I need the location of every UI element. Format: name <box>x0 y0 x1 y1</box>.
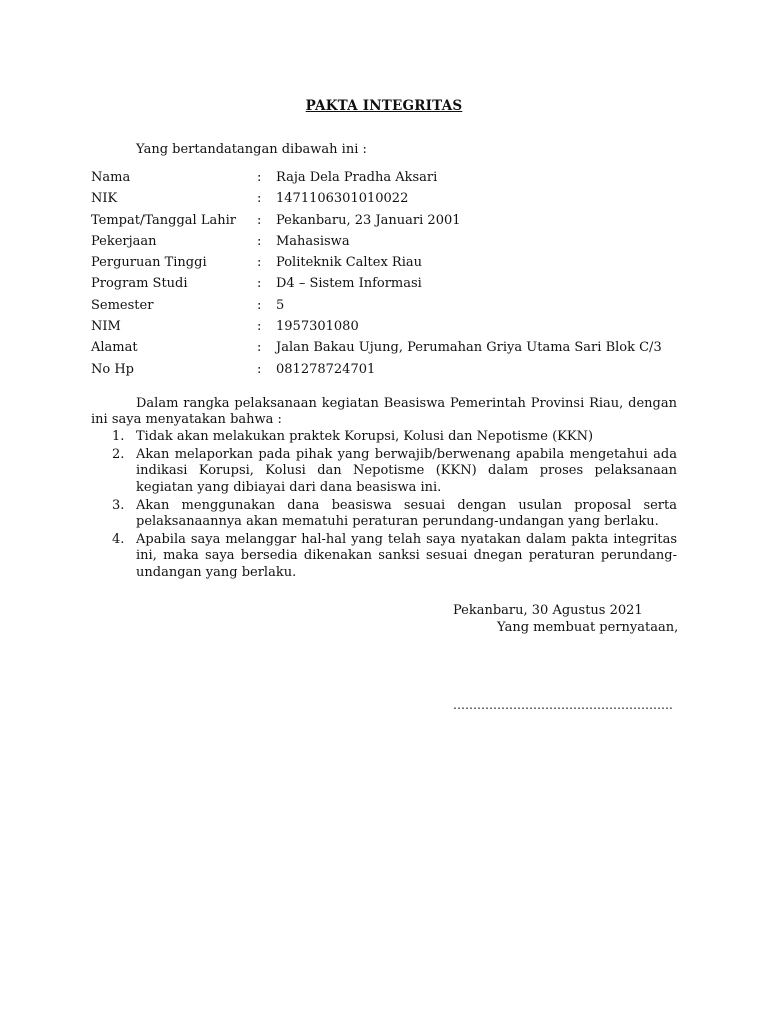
closing-place-date: Pekanbaru, 30 Agustus 2021 <box>453 603 643 618</box>
signature-line: ………………………………………………. <box>453 698 673 712</box>
field-value: 1471106301010022 <box>276 191 409 207</box>
field-label: Nama <box>91 170 131 185</box>
field-label: Alamat <box>91 340 138 356</box>
list-item-text: Akan menggunakan dana beasiswa sesuai dengan usulan proposal serta pelaksanaannya akan mematuhi peraturan perundang-undangan yang berlaku. <box>136 497 677 530</box>
statement-paragraph <box>91 396 677 429</box>
field-colon: : <box>257 297 262 313</box>
field-value: Jalan Bakau Ujung, Perumahan Griya Utama Sari Blok C/3 <box>276 340 662 356</box>
field-row-nik <box>91 188 691 209</box>
field-value: 5 <box>276 297 285 313</box>
field-label: Semester <box>91 297 154 313</box>
field-label: No Hp <box>91 361 134 377</box>
field-label: NIM <box>91 319 121 335</box>
field-row-no-hp <box>91 359 691 380</box>
closing-made-by: Yang membuat pernyataan, <box>497 620 679 635</box>
list-item-number: 1. <box>112 429 125 444</box>
field-colon: : <box>257 233 262 249</box>
list-item-number: 2. <box>112 446 125 462</box>
field-value: Mahasiswa <box>276 233 350 249</box>
statement-text: Dalam rangka pelaksanaan kegiatan Beasiswa Pemerintah Provinsi Riau, dengan ini saya menyatakan bahwa : <box>91 396 677 428</box>
field-label: NIK <box>91 191 118 207</box>
field-value: 1957301080 <box>276 319 359 335</box>
field-colon: : <box>257 255 262 271</box>
list-item <box>108 429 677 445</box>
field-row-nama <box>91 167 691 188</box>
field-row-nim <box>91 316 691 337</box>
field-value: Raja Dela Pradha Aksari <box>276 170 438 185</box>
field-colon: : <box>257 212 262 228</box>
field-colon: : <box>257 340 262 356</box>
field-value: Pekanbaru, 23 Januari 2001 <box>276 212 461 228</box>
field-value: D4 – Sistem Informasi <box>276 276 422 292</box>
field-label: Program Studi <box>91 276 188 292</box>
field-row-perguruan-tinggi <box>91 252 691 273</box>
list-item <box>108 532 677 581</box>
field-value: 081278724701 <box>276 361 376 377</box>
field-colon: : <box>257 170 262 185</box>
field-value: Politeknik Caltex Riau <box>276 255 423 271</box>
field-row-program-studi <box>91 273 691 294</box>
field-colon: : <box>257 319 262 335</box>
field-row-semester <box>91 295 691 316</box>
field-colon: : <box>257 191 262 207</box>
field-row-alamat <box>91 337 691 358</box>
field-colon: : <box>257 361 262 377</box>
document-title: PAKTA INTEGRITAS <box>305 98 463 114</box>
list-item-text: Tidak akan melakukan praktek Korupsi, Kolusi dan Nepotisme (KKN) <box>136 429 594 444</box>
list-item-text: Apabila saya melanggar hal-hal yang telah saya nyatakan dalam pakta integritas ini, maka saya bersedia dikenakan sanksi sesuai dnegan peraturan perundang-undangan yang berlaku. <box>136 531 677 580</box>
field-colon: : <box>257 276 262 292</box>
field-row-tempat-tanggal-lahir <box>91 210 691 231</box>
identity-fields <box>91 167 691 380</box>
field-label: Tempat/Tanggal Lahir <box>91 212 236 228</box>
statement-points <box>108 429 677 583</box>
intro-text: Yang bertandatangan dibawah ini : <box>136 142 367 157</box>
list-item-number: 3. <box>112 497 125 513</box>
field-row-pekerjaan <box>91 231 691 252</box>
field-label: Pekerjaan <box>91 233 157 249</box>
list-item-number: 4. <box>112 531 125 547</box>
list-item-text: Akan melaporkan pada pihak yang berwajib/berwenang apabila mengetahui ada indikasi Korupsi, Kolusi dan Nepotisme (KKN) dalam proses pelaksanaan kegiatan yang dibiayai dari dana beasiswa ini. <box>136 446 677 495</box>
list-item <box>108 447 677 496</box>
list-item <box>108 498 677 531</box>
field-label: Perguruan Tinggi <box>91 255 207 271</box>
